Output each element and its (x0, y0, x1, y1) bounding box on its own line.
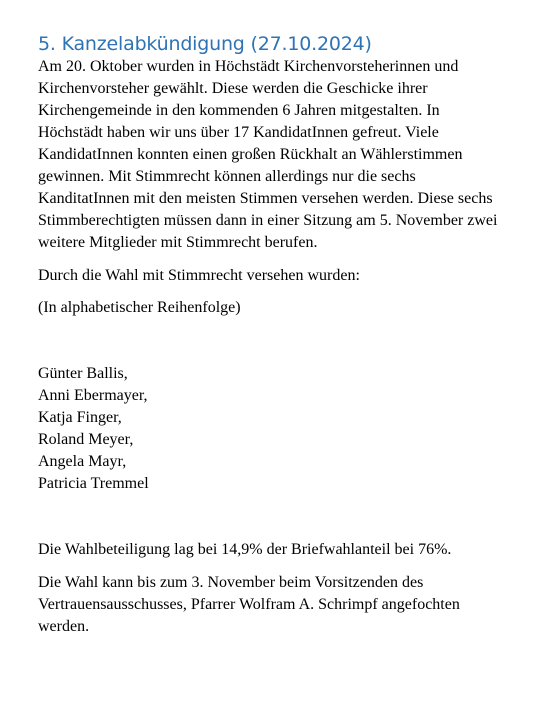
list-item: Katja Finger, (38, 409, 122, 426)
list-item: Günter Ballis, (38, 365, 128, 382)
announcement-document (38, 32, 508, 638)
turnout-paragraph: Die Wahlbeteiligung lag bei 14,9% der Briefwahlanteil bei 76%. (38, 541, 452, 558)
elected-names-list (38, 363, 508, 495)
intro-paragraph: Am 20. Oktober wurden in Höchstädt Kirchenvorsteherinnen und Kirchenvorsteher gewählt. Diese werden die Geschicke ihrer Kirchengemeinde in den kommenden 6 Jahren mitgestalten. In Höchstädt haben wir uns über 17 KandidatInnen gefreut. Viele KandidatInnen konnten einen großen Rückhalt an Wählerstimmen gewinnen. Mit Stimmrecht können allerdings nur die sechs KanditatInnen mit den meisten Stimmen versehen werden. Diese sechs Stimmberechtigten müssen dann in einer Sitzung am 5. November zwei weitere Mitglieder mit Stimmrecht berufen. (38, 58, 498, 251)
challenge-paragraph: Die Wahl kann bis zum 3. November beim Vorsitzenden des Vertrauensausschusses, Pfarrer Wolfram A. Schrimpf angefochten werden. (38, 574, 460, 635)
alphabetical-order-note: (In alphabetischer Reihenfolge) (38, 299, 241, 316)
announcement-heading: 5. Kanzelabkündigung (27.10.2024) (38, 33, 372, 55)
elected-intro-paragraph: Durch die Wahl mit Stimmrecht versehen wurden: (38, 267, 360, 284)
list-item: Angela Mayr, (38, 453, 127, 470)
list-item: Anni Ebermayer, (38, 387, 148, 404)
list-item: Roland Meyer, (38, 431, 134, 448)
list-item: Patricia Tremmel (38, 475, 149, 492)
